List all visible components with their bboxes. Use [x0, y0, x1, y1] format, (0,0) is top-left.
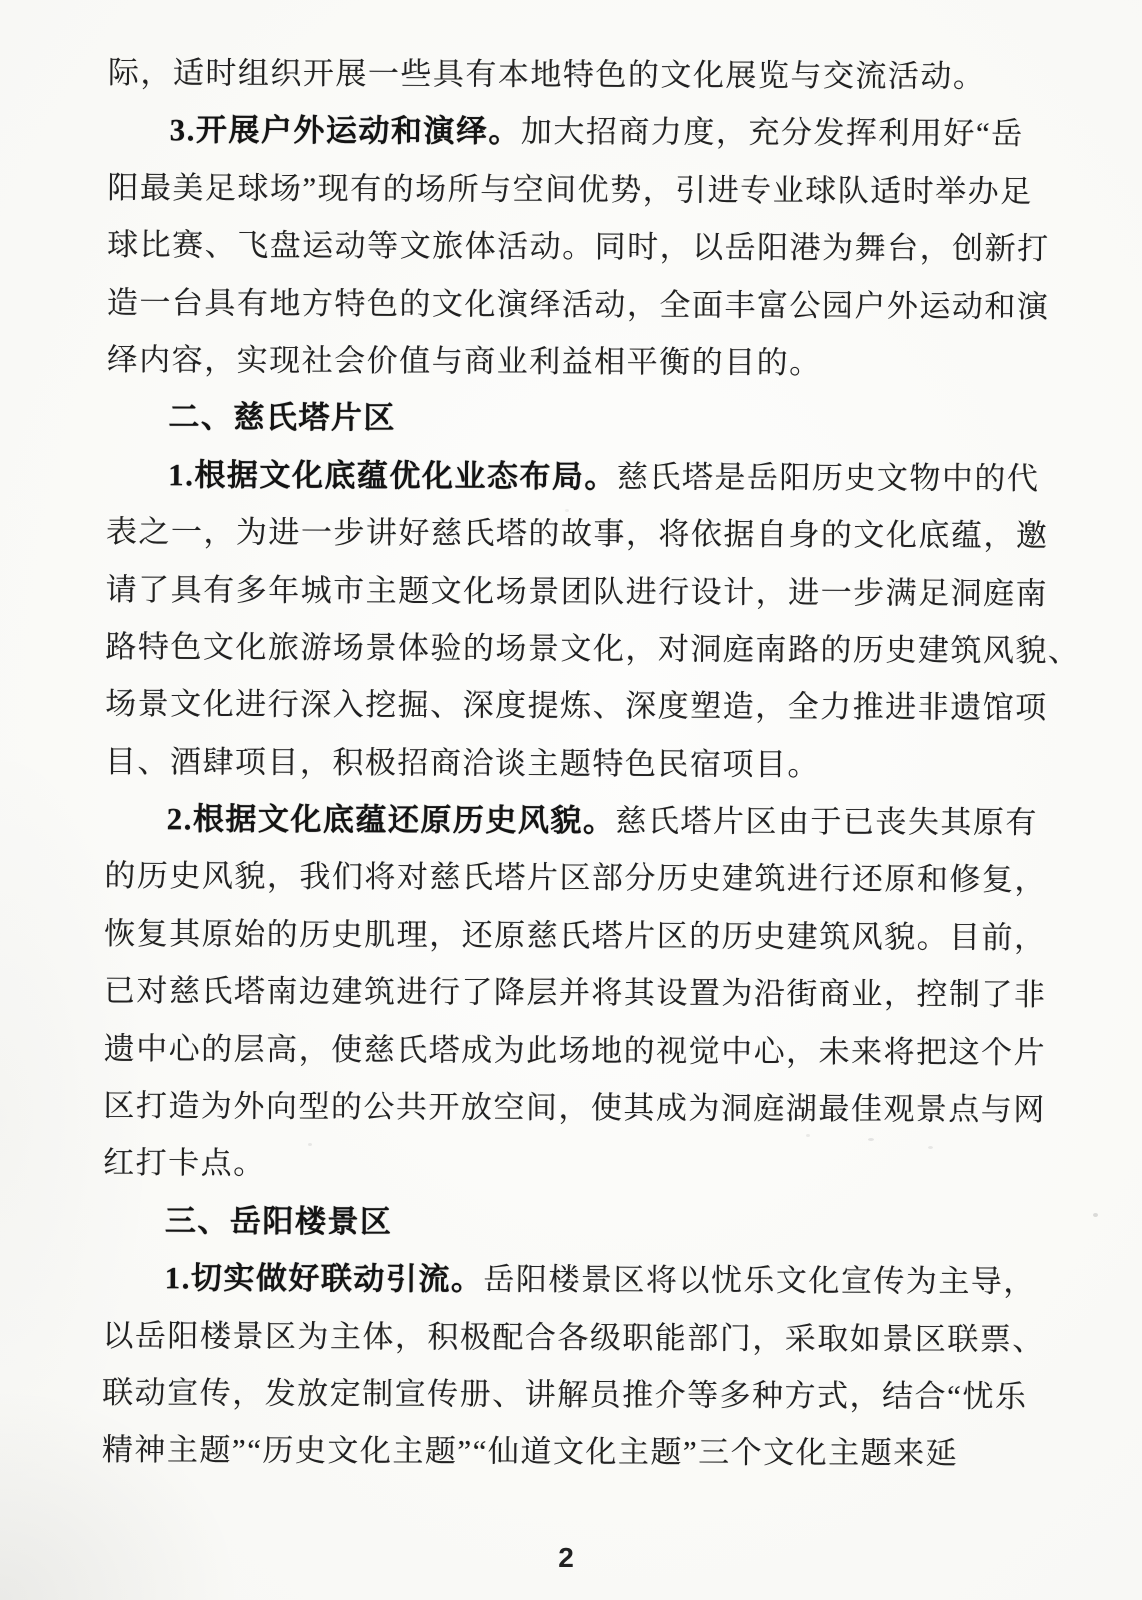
text-line — [106, 503, 1051, 565]
body-text-segment: 已对慈氏塔南边建筑进行了降层并将其设置为沿街商业，控制了非 — [103, 973, 1047, 1013]
body-text-segment: 以岳阳楼景区为主体，积极配合各级职能部门，采取如景区联票、 — [102, 1317, 1045, 1357]
heading-segment: 1.切实做好联动引流。 — [164, 1260, 484, 1297]
body-text-segment: 恢复其原始的历史肌理，还原慈氏塔片区的历史建筑风貌。目前， — [104, 915, 1047, 955]
text-line — [102, 1364, 1047, 1426]
body-text-segment: 路特色文化旅游场景体验的场景文化，对洞庭南路的历史建筑风貌、 — [105, 628, 1081, 669]
text-line — [107, 216, 1052, 278]
text-line — [105, 561, 1050, 623]
scan-speck — [868, 1138, 874, 1141]
page-number: 2 — [558, 1542, 574, 1573]
body-text-segment: 区打造为外向型的公共开放空间，使其成为洞庭湖最佳观景点与网 — [103, 1088, 1046, 1128]
text-line — [107, 274, 1052, 336]
body-text-segment: 慈氏塔片区由于已丧失其原有 — [615, 803, 1038, 841]
text-line — [103, 1134, 1048, 1196]
heading-segment: 2.根据文化底蕴还原历史风貌。 — [166, 801, 616, 839]
body-text-segment: 绎内容，实现社会价值与商业利益相平衡的目的。 — [106, 341, 822, 381]
body-text-segment: 表之一，为进一步讲好慈氏塔的故事，将依据自身的文化底蕴，邀 — [105, 514, 1049, 554]
text-line — [104, 847, 1049, 909]
text-line — [105, 733, 1050, 795]
text-line — [106, 388, 1051, 450]
text-line — [105, 675, 1050, 737]
text-line — [103, 1077, 1048, 1139]
body-text-segment: 的历史风貌，我们将对慈氏塔片区部分历史建筑进行还原和修复， — [104, 858, 1047, 898]
text-line — [103, 1192, 1048, 1254]
text-line — [102, 1249, 1047, 1311]
body-text-segment: 精神主题”“历史文化主题”“仙道文化主题”三个文化主题来延 — [101, 1432, 959, 1472]
body-text-segment: 造一台具有地方特色的文化演绎活动，全面丰富公园户外运动和演 — [106, 284, 1050, 324]
text-line — [106, 331, 1051, 393]
scan-speck — [928, 1146, 933, 1149]
scan-speck — [806, 1134, 810, 1137]
text-line — [105, 618, 1081, 680]
text-line — [108, 44, 1053, 106]
text-line — [102, 1307, 1047, 1369]
heading-segment: 3.开展户外运动和演绎。 — [169, 112, 521, 150]
scan-speck — [565, 509, 569, 512]
body-text-segment: 红打卡点。 — [103, 1145, 266, 1182]
body-text-segment: 场景文化进行深入挖掘、深度提炼、深度塑造，全力推进非遗馆项 — [105, 686, 1048, 726]
scan-speck — [1093, 1213, 1098, 1217]
text-line — [107, 159, 1052, 221]
heading-segment: 1.根据文化底蕴优化业态布局。 — [168, 457, 617, 494]
text-line — [104, 905, 1049, 967]
heading-segment: 三、岳阳楼景区 — [164, 1203, 393, 1240]
body-text-segment: 目、酒肆项目，积极招商洽谈主题特色民宿项目。 — [104, 743, 820, 782]
text-line — [107, 101, 1052, 163]
scan-speck — [308, 1143, 312, 1146]
body-text-segment: 慈氏塔是岳阳历史文物中的代 — [616, 458, 1040, 496]
text-line — [102, 1421, 1047, 1483]
text-line — [106, 446, 1051, 508]
text-line — [104, 790, 1049, 852]
text-block — [101, 44, 1081, 1483]
heading-segment: 二、慈氏塔片区 — [168, 399, 396, 436]
body-text-segment: 加大招商力度，充分发挥利用好“岳 — [520, 114, 1024, 152]
body-text-segment: 遗中心的层高，使慈氏塔成为此场地的视觉中心，未来将把这个片 — [103, 1030, 1047, 1070]
body-text-segment: 请了具有多年城市主题文化场景团队进行设计，进一步满足洞庭南 — [105, 571, 1049, 611]
body-text-segment: 球比赛、飞盘运动等文旅体活动。同时，以岳阳港为舞台，创新打 — [107, 227, 1050, 267]
text-line — [103, 1020, 1048, 1082]
body-text-segment: 阳最美足球场”现有的场所与空间优势，引进专业球队适时举办足 — [107, 169, 1033, 209]
body-text-segment: 岳阳楼景区将以忧乐文化宣传为主导， — [483, 1261, 1036, 1300]
body-text-segment: 联动宣传，发放定制宣传册、讲解员推介等多种方式，结合“忧乐 — [102, 1374, 1028, 1415]
text-line — [104, 962, 1049, 1024]
body-text-segment: 际，适时组织开展一些具有本地特色的文化展览与交流活动。 — [107, 54, 986, 94]
